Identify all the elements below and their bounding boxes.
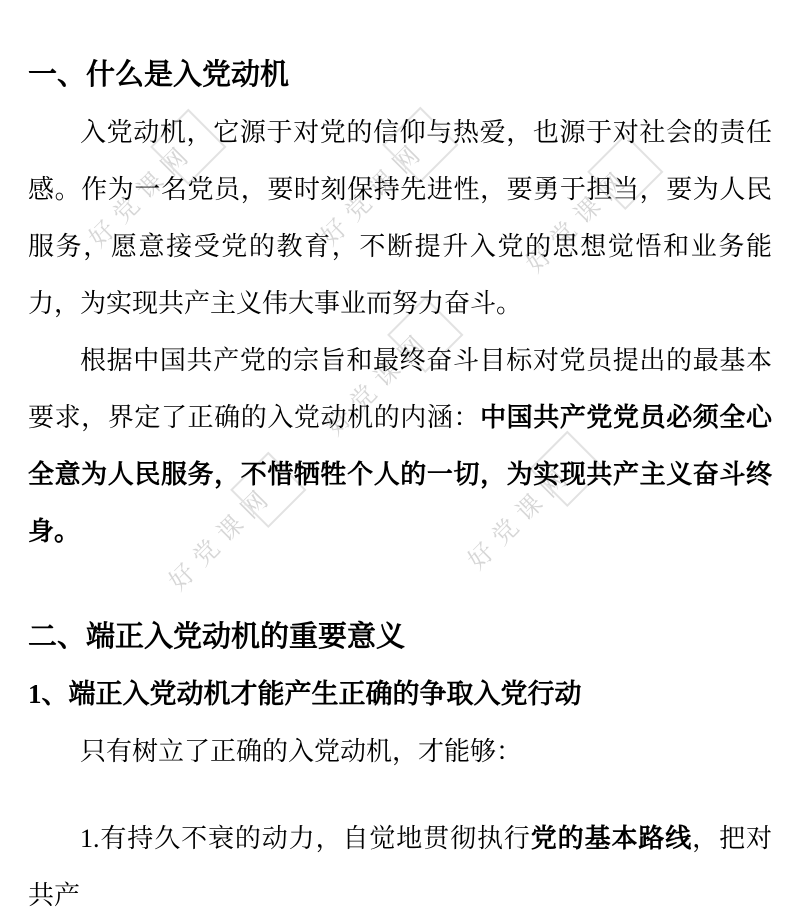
subsection-title-correct-action — [28, 666, 772, 723]
text-run: 1.有持久不衰的动力，自觉地贯彻执行 — [80, 824, 531, 853]
watermark-text: 好党课网 — [164, 480, 280, 596]
watermark-text: 好党课网 — [463, 459, 579, 575]
text-run: 入党动机，它源于对党的信仰与热爱，也源于对社会的责任感。作为一名党员，要时刻保持先进性，要勇于担当，要为人民服务，愿意接受党的教育，不断提升入党的思想觉悟和业务能力，为实现共产主义伟大事业而努力奋斗。 — [28, 118, 772, 318]
bold-text-run: 二、端正入党动机的重要意义 — [28, 621, 406, 653]
text-run: ，把对共产 — [28, 824, 772, 910]
bold-text-run: 一、什么是入党动机 — [28, 59, 290, 91]
section-title-importance — [28, 609, 772, 666]
bold-text-run: 中国共产党党员必须全心全意为人民服务，不惜牺牲个人的一切，为实现共产主义奋斗终身。 — [28, 403, 772, 546]
document-body — [28, 47, 772, 924]
paragraph-motivation-definition — [28, 104, 772, 332]
text-run: 只有树立了正确的入党动机，才能够： — [80, 737, 523, 766]
paragraph-only-with-correct-motivation — [28, 723, 772, 780]
watermark-text: 好党课网 — [521, 162, 637, 278]
watermark-text: 好党课网 — [84, 137, 200, 253]
bold-text-run: 1、端正入党动机才能产生正确的争取入党行动 — [28, 679, 582, 709]
section-title-what-is-motivation — [28, 47, 772, 104]
watermark-text: 好党课网 — [316, 135, 432, 251]
paragraph-motivation-connotation — [28, 332, 772, 560]
text-run: 根据中国共产党的宗旨和最终奋斗目标对党员提出的最基本要求，界定了正确的入党动机的内涵： — [28, 346, 772, 432]
watermark-text: 好党课网 — [321, 325, 437, 441]
bold-text-run: 党的基本路线 — [530, 824, 693, 853]
paragraph-lasting-drive — [28, 810, 772, 924]
